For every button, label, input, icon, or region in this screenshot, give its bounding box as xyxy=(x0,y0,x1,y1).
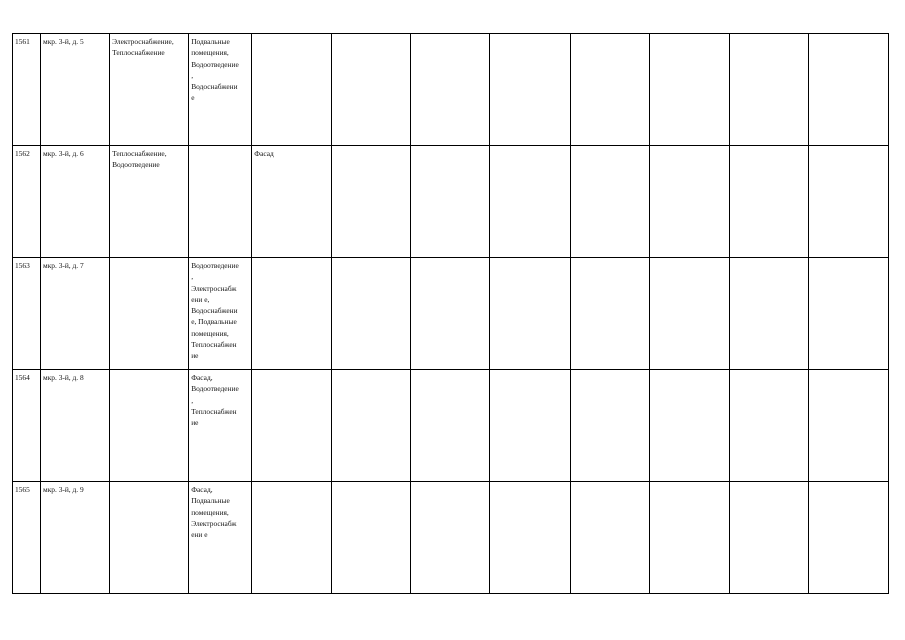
empty-cell xyxy=(808,146,888,258)
systems-cell xyxy=(110,370,189,482)
empty-cell xyxy=(570,258,649,370)
row-number: 1565 xyxy=(13,482,41,594)
empty-cell xyxy=(332,34,411,146)
address-cell: мкр. 3-й, д. 7 xyxy=(41,258,110,370)
empty-cell xyxy=(570,370,649,482)
empty-cell xyxy=(649,34,729,146)
empty-cell xyxy=(649,370,729,482)
empty-cell xyxy=(808,370,888,482)
empty-cell xyxy=(411,146,490,258)
works-cell xyxy=(189,146,252,258)
systems-cell: Электроснабжение, Теплоснабжение xyxy=(110,34,189,146)
empty-cell xyxy=(570,34,649,146)
empty-cell xyxy=(808,34,888,146)
row-number: 1564 xyxy=(13,370,41,482)
works-cell: Подвальные помещения, Водоотведение , Водоснабжени е xyxy=(189,34,252,146)
empty-cell xyxy=(808,482,888,594)
row-number: 1561 xyxy=(13,34,41,146)
empty-cell xyxy=(490,370,570,482)
systems-cell xyxy=(110,258,189,370)
address-cell: мкр. 3-й, д. 6 xyxy=(41,146,110,258)
systems-cell xyxy=(110,482,189,594)
empty-cell xyxy=(729,34,808,146)
table-row xyxy=(13,370,889,482)
facade-cell: Фасад xyxy=(252,146,332,258)
empty-cell xyxy=(411,370,490,482)
address-cell: мкр. 3-й, д. 5 xyxy=(41,34,110,146)
address-cell: мкр. 3-й, д. 8 xyxy=(41,370,110,482)
works-cell: Водоотведение , Электроснабж ени е, Водоснабжени е, Подвальные помещения, Теплоснабжен ие xyxy=(189,258,252,370)
empty-cell xyxy=(729,146,808,258)
empty-cell xyxy=(411,258,490,370)
empty-cell xyxy=(570,146,649,258)
address-cell: мкр. 3-й, д. 9 xyxy=(41,482,110,594)
empty-cell xyxy=(332,258,411,370)
works-cell: Фасад, Водоотведение , Теплоснабжен ие xyxy=(189,370,252,482)
housing-works-table xyxy=(12,33,889,594)
facade-cell xyxy=(252,258,332,370)
empty-cell xyxy=(332,146,411,258)
facade-cell xyxy=(252,370,332,482)
row-number: 1562 xyxy=(13,146,41,258)
empty-cell xyxy=(729,258,808,370)
empty-cell xyxy=(411,482,490,594)
facade-cell xyxy=(252,34,332,146)
table-row xyxy=(13,146,889,258)
table-row xyxy=(13,482,889,594)
empty-cell xyxy=(729,482,808,594)
systems-cell: Теплоснабжение, Водоотведение xyxy=(110,146,189,258)
empty-cell xyxy=(649,146,729,258)
empty-cell xyxy=(490,34,570,146)
empty-cell xyxy=(332,370,411,482)
row-number: 1563 xyxy=(13,258,41,370)
empty-cell xyxy=(332,482,411,594)
empty-cell xyxy=(649,482,729,594)
empty-cell xyxy=(490,258,570,370)
table-row xyxy=(13,34,889,146)
works-cell: Фасад, Подвальные помещения, Электроснабж ени е xyxy=(189,482,252,594)
empty-cell xyxy=(490,146,570,258)
empty-cell xyxy=(411,34,490,146)
empty-cell xyxy=(649,258,729,370)
empty-cell xyxy=(808,258,888,370)
facade-cell xyxy=(252,482,332,594)
table-row xyxy=(13,258,889,370)
empty-cell xyxy=(570,482,649,594)
empty-cell xyxy=(490,482,570,594)
empty-cell xyxy=(729,370,808,482)
